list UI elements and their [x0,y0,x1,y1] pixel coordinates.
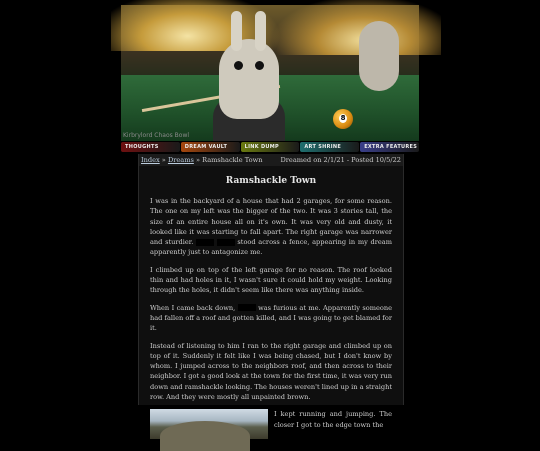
breadcrumb [141,156,263,164]
post-date-meta: Dreamed on 2/1/21 - Posted 10/5/22 [280,156,401,164]
rabbit-character [219,39,279,119]
breadcrumb-dreams-link[interactable]: Dreams [167,156,194,164]
paragraph: I kept running and jumping. The closer I got to the edge town the [274,410,392,429]
breadcrumb-separator: » [159,156,168,164]
rabbit-eye [234,61,243,70]
paragraph [150,303,392,334]
redacted-name [217,239,235,246]
paragraph-text: When I came back down, [150,303,236,312]
page-title: Ramshackle Town [225,176,317,186]
dream-photo [150,409,268,439]
lamp-light [271,0,441,55]
nav-art-shrine[interactable]: ART SHRINE [300,142,359,152]
header-banner-image [121,5,419,141]
paragraph-text: I was in the backyard of a house that had 2 garages, for some reason. The one on my left was the bigger of the two. It was 3 stories tall, the size of an entire house all on it's own. It was very old and dusty, it looked like it was starting to fall apart. The right garage was narrower and sturdier. [150,197,392,247]
photo-hill [160,421,250,451]
breadcrumb-separator: » [193,156,203,164]
nav-dream-vault[interactable]: DREAM VAULT [181,142,240,152]
breadcrumb-bar [139,154,403,166]
paragraph: I climbed up on top of the left garage for no reason. The roof looked thin and had holes in it, I wasn't sure it could hold my weight. Looking through the holes, it didn't seem like there was anything inside. [150,265,392,295]
paragraph: Instead of listening to him I ran to the right garage and climbed up on top of it. Suddenly it felt like I was being chased, but I don't know by whom. I jumped across to the neighbors roof, and then across to their neighbor. I got a good look at the town for the first time, it was very run down and ramshackle looking. The houses weren't lined up in a straight row. And they were mostly all unpainted brown. [150,341,392,402]
photo-caption-text [274,409,392,439]
redacted-name [238,304,256,311]
ball-number: 8 [340,114,346,122]
paragraph-text: stood across a fence, appearing in my dream apparently just to antagonize me. [150,238,392,257]
main-nav [121,142,419,152]
photo-block [150,409,392,439]
nav-thoughts[interactable]: THOUGHTS [121,142,180,152]
paragraph [150,196,392,258]
paragraph-text: was furious at me. Apparently someone had fallen off a roof and gotten killed, and I was going to get blamed for it. [150,303,392,333]
nav-link-dump[interactable]: LINK DUMP [241,142,300,152]
rabbit-ear [231,11,242,51]
rabbit-ear [255,11,266,51]
banner-caption: Kirbrylord Chaos Bowl [123,132,190,139]
content-panel [138,154,404,429]
redacted-name [196,239,214,246]
breadcrumb-index-link[interactable]: Index [141,156,160,164]
nav-extra-features[interactable]: EXTRA FEATURES [360,142,419,152]
eight-ball-icon [333,109,353,129]
breadcrumb-current: Ramshackle Town [202,156,263,164]
rabbit-eye [255,61,264,70]
rabbit-character [359,21,399,91]
